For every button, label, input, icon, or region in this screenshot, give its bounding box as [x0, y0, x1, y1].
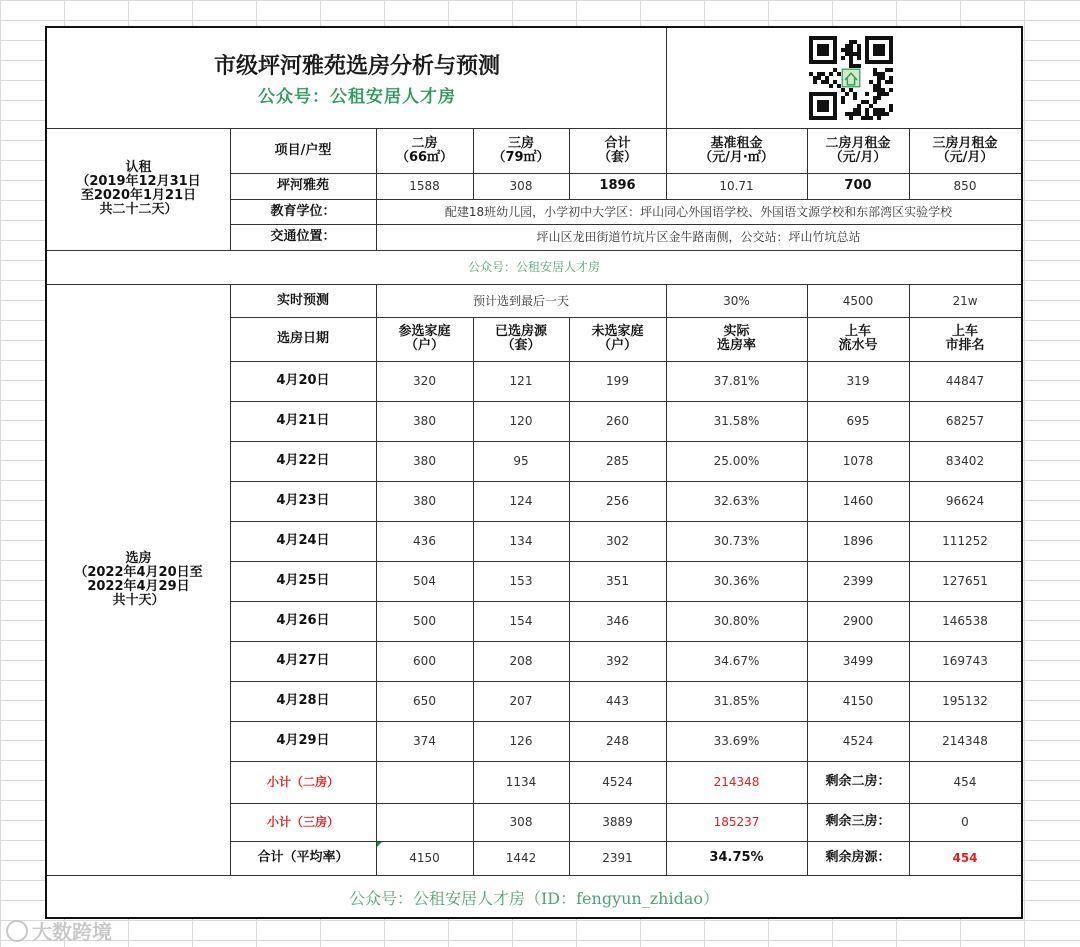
subtotal-two-room-rank: 214348 — [713, 775, 760, 789]
day-row-city-rank: 96624 — [945, 494, 985, 508]
day-row-city-rank: 111252 — [942, 534, 988, 548]
day-row-city-rank: 214348 — [942, 734, 988, 748]
day-row-queue-number: 1078 — [842, 454, 874, 468]
day-row-families: 320 — [413, 374, 436, 388]
day-row-unselected: 248 — [606, 734, 629, 748]
day-row-selected: 208 — [509, 654, 533, 668]
qr-code-icon — [809, 36, 893, 120]
day-row-families: 374 — [413, 734, 436, 748]
rent-header-three-room-rent: 三房月租金 （元/月） — [932, 135, 998, 165]
realtime-queue: 4500 — [842, 293, 874, 308]
rent-header-two-room-rent: 二房月租金 （元/月） — [825, 135, 891, 165]
day-row-unselected: 351 — [606, 574, 629, 588]
selection-header-selected: 已选房源 （套） — [494, 324, 547, 353]
rent-cell-base-rent: 10.71 — [719, 179, 754, 193]
traffic-value: 坪山区龙田街道竹坑片区金牛路南侧，公交站：坪山竹坑总站 — [536, 230, 861, 244]
day-row-selected: 124 — [509, 494, 533, 508]
day-row-city-rank: 44847 — [945, 374, 985, 388]
day-row-date: 4月28日 — [276, 693, 330, 708]
remaining-total-value: 454 — [952, 851, 978, 865]
day-row-selected: 154 — [509, 614, 533, 628]
total-label: 合计（平均率） — [257, 850, 349, 865]
page-title: 市级坪河雅苑选房分析与预测 — [213, 53, 500, 79]
day-row-families: 380 — [413, 414, 436, 428]
day-row-rate: 25.00% — [713, 454, 760, 468]
day-row-queue-number: 4150 — [842, 694, 874, 708]
subtotal-three-room-label: 小计（三房） — [266, 815, 339, 829]
subtotal-two-room-label: 小计（二房） — [266, 775, 339, 789]
day-row-queue-number: 2900 — [842, 614, 874, 628]
day-row-date: 4月22日 — [276, 453, 330, 468]
rent-section-label: 认租 （2019年12月31日 至2020年1月21日 共二十二天） — [76, 160, 201, 217]
rent-cell-total: 1896 — [599, 178, 636, 193]
day-row-unselected: 443 — [606, 694, 629, 708]
day-row-date: 4月26日 — [276, 613, 330, 628]
day-row-unselected: 199 — [606, 374, 629, 388]
selection-section-label: 选房 （2022年4月20日至 2022年4月29日 共十天） — [74, 550, 203, 608]
rent-header-item: 项目/户型 — [274, 142, 332, 158]
day-row-unselected: 260 — [606, 414, 629, 428]
traffic-label: 交通位置： — [270, 229, 336, 244]
total-unselected: 2391 — [602, 851, 633, 865]
day-row-queue-number: 3499 — [842, 654, 874, 668]
day-row-selected: 126 — [509, 734, 533, 748]
school-label: 教育学位： — [270, 203, 336, 219]
selection-header-city-rank: 上车 市排名 — [945, 324, 985, 353]
day-row-selected: 153 — [509, 574, 533, 588]
rent-header-three-room: 三房 （79㎡） — [492, 135, 550, 165]
day-row-unselected: 392 — [606, 654, 629, 668]
day-row-city-rank: 83402 — [945, 454, 985, 468]
day-row-rate: 34.67% — [713, 654, 760, 668]
subtotal-three-room-rank: 185237 — [713, 815, 760, 829]
day-row-queue-number: 319 — [846, 374, 870, 388]
subtotal-two-room-queue: 4524 — [602, 775, 633, 789]
rent-cell-two-room-rent: 700 — [844, 178, 872, 193]
day-row-selected: 95 — [513, 454, 529, 468]
selection-header-date: 选房日期 — [276, 331, 329, 346]
realtime-rank: 21w — [952, 293, 978, 308]
realtime-label: 实时预测 — [276, 292, 329, 308]
day-row-selected: 207 — [509, 694, 533, 708]
total-selected: 1442 — [505, 851, 537, 865]
day-row-date: 4月29日 — [276, 733, 330, 748]
total-families: 4150 — [409, 851, 440, 865]
day-row-selected: 121 — [509, 374, 533, 388]
remaining-two-room-value: 454 — [953, 775, 977, 789]
day-row-date: 4月25日 — [276, 573, 330, 588]
day-row-selected: 120 — [509, 414, 533, 428]
rent-header-two-room: 二房 （66㎡） — [395, 135, 454, 165]
day-row-date: 4月23日 — [276, 493, 330, 508]
day-row-rate: 37.81% — [713, 374, 760, 388]
watermark-logo-icon — [6, 920, 28, 942]
day-row-rate: 33.69% — [713, 734, 760, 748]
day-row-rate: 31.85% — [713, 694, 760, 708]
day-row-date: 4月20日 — [276, 373, 330, 388]
selection-header-unselected: 未选家庭 （户） — [591, 324, 644, 353]
rent-cell-three-room-rent: 850 — [953, 179, 977, 193]
remaining-three-room-label: 剩余三房： — [825, 814, 891, 829]
day-row-families: 650 — [413, 694, 436, 708]
rent-header-base-rent: 基准租金 （元/月·㎡） — [699, 135, 774, 165]
day-row-families: 436 — [413, 534, 436, 548]
day-row-families: 500 — [413, 614, 436, 628]
rent-cell-item: 坪河雅苑 — [276, 178, 329, 193]
day-row-city-rank: 127651 — [942, 574, 988, 588]
day-row-selected: 134 — [509, 534, 533, 548]
school-value: 配建18班幼儿园，小学初中大学区：坪山同心外国语学校、外国语文源学校和东部湾区实验学校 — [444, 204, 953, 219]
day-row-queue-number: 4524 — [842, 734, 874, 748]
footer-banner: 公众号：公租安居人才房（ID：fengyun_zhidao） — [348, 889, 719, 908]
watermark-text: 大数跨境 — [32, 920, 112, 944]
day-row-city-rank: 68257 — [945, 414, 985, 428]
rent-header-total: 合计 （套） — [597, 135, 637, 165]
realtime-note: 预计选到最后一天 — [472, 293, 569, 308]
total-rate: 34.75% — [709, 850, 764, 865]
day-row-city-rank: 169743 — [942, 654, 988, 668]
subtotal-three-room-selected: 308 — [509, 815, 533, 829]
day-row-unselected: 302 — [606, 534, 629, 548]
day-row-date: 4月27日 — [276, 653, 330, 668]
day-row-families: 504 — [413, 574, 436, 588]
day-row-rate: 31.58% — [713, 414, 760, 428]
day-row-date: 4月24日 — [276, 533, 330, 548]
day-row-rate: 30.36% — [713, 574, 760, 588]
day-row-date: 4月21日 — [276, 413, 330, 428]
realtime-rate: 30% — [723, 293, 750, 308]
rent-cell-two-room: 1588 — [409, 179, 440, 193]
day-row-unselected: 285 — [606, 454, 629, 468]
middle-banner: 公众号：公租安居人才房 — [467, 260, 600, 274]
day-row-unselected: 256 — [606, 494, 629, 508]
subtotal-three-room-queue: 3889 — [602, 815, 633, 829]
rent-cell-three-room: 308 — [509, 179, 533, 193]
day-row-city-rank: 146538 — [942, 614, 988, 628]
day-row-city-rank: 195132 — [942, 694, 988, 708]
remaining-total-label: 剩余房源： — [825, 850, 891, 865]
page-subtitle: 公众号：公租安居人才房 — [258, 87, 456, 107]
analysis-sheet — [45, 26, 1023, 919]
selection-header-families: 参选家庭 （户） — [398, 324, 451, 353]
day-row-rate: 30.73% — [713, 534, 760, 548]
watermark — [6, 916, 112, 945]
remaining-two-room-label: 剩余二房： — [825, 774, 891, 789]
day-row-queue-number: 2399 — [842, 574, 874, 588]
day-row-queue-number: 1896 — [842, 534, 874, 548]
cell-comment-marker — [377, 842, 382, 847]
day-row-rate: 30.80% — [713, 614, 760, 628]
day-row-rate: 32.63% — [713, 494, 760, 508]
day-row-families: 600 — [413, 654, 436, 668]
selection-header-rate: 实际 选房率 — [716, 324, 756, 353]
day-row-queue-number: 695 — [846, 414, 870, 428]
day-row-families: 380 — [413, 454, 436, 468]
day-row-unselected: 346 — [606, 614, 629, 628]
remaining-three-room-value: 0 — [961, 815, 969, 829]
day-row-families: 380 — [413, 494, 436, 508]
subtotal-two-room-selected: 1134 — [505, 775, 537, 789]
selection-header-queue-number: 上车 流水号 — [838, 324, 878, 353]
day-row-queue-number: 1460 — [842, 494, 874, 508]
